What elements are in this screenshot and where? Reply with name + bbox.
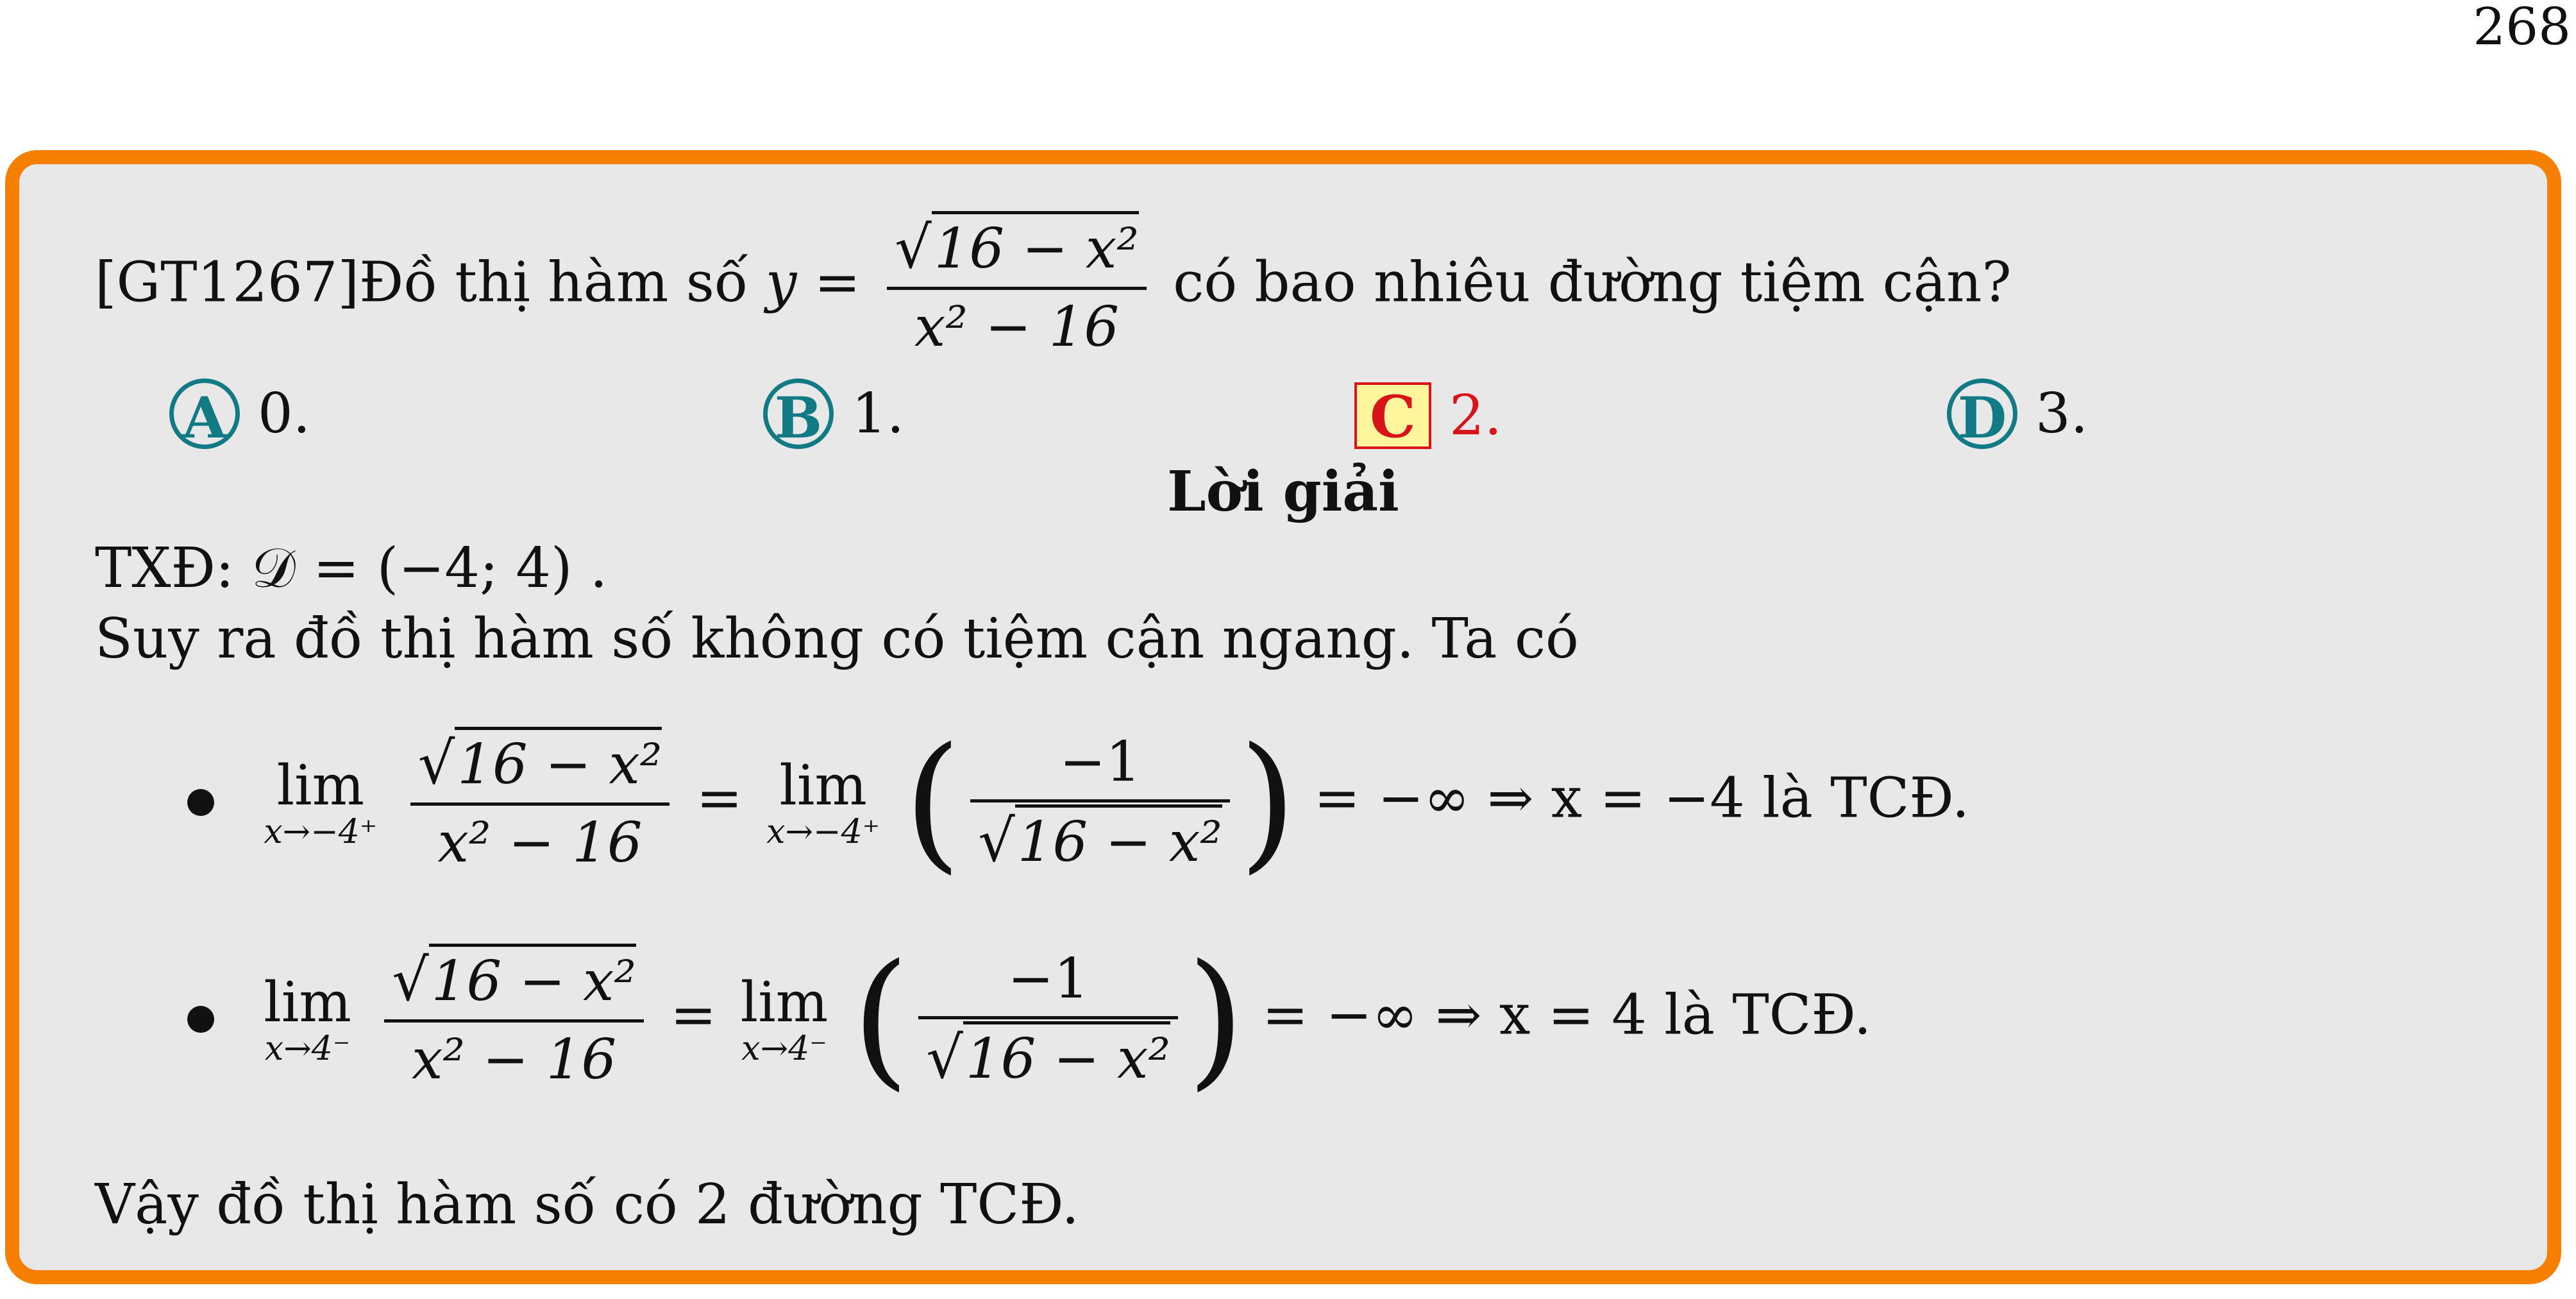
limit-operator: lim x→−4⁺ [264,754,378,851]
sqrt-radical: √16 − x² [926,1024,1170,1092]
question-prefix: Đồ thị hàm số [359,250,748,315]
question-fraction: $\frac{\text{√16 − x²}}{\text{x² − 16}}$ [887,214,1147,359]
option-c-text: 2. [1449,383,1503,448]
question-line [95,214,2012,359]
inner-fraction: $\frac{-1}{\text{√16 − x²}}$ [918,947,1178,1092]
sqrt-radical: √16 − x² [895,214,1139,282]
sqrt-radical: √16 − x² [418,730,662,797]
bullet-dot [187,1006,214,1033]
limit-result: = −∞ ⇒ x = −4 là TCĐ. [1313,766,1970,831]
option-d[interactable] [1947,377,2088,449]
equals-sign: = [670,983,717,1048]
question-y: y = [765,250,861,315]
sqrt-radical: √16 − x² [978,808,1222,875]
conclusion-line: Vậy đồ thị hàm số có 2 đường TCĐ. [95,1173,1079,1237]
domain-line: TXĐ: 𝒟 = (−4; 4) . [95,536,608,600]
limit-operator: lim x→4⁻ [740,971,829,1068]
equals-sign: = [696,766,743,831]
option-d-text: 3. [2035,381,2089,446]
option-a[interactable] [169,377,310,449]
option-a-letter: A [169,378,240,449]
limit-fraction: $\frac{\text{√16 − x²}}{\text{x² − 16}}$ [384,947,644,1092]
option-d-letter: D [1947,378,2017,449]
left-paren: ( [904,717,962,888]
limit-fraction: $\frac{\text{√16 − x²}}{\text{x² − 16}}$ [410,730,670,875]
sqrt-radical: √16 − x² [392,947,636,1014]
limit-bullet-1 [187,717,1970,888]
option-b-text: 1. [852,381,905,446]
bullet-dot [187,789,214,816]
option-a-text: 0. [258,381,311,446]
solution-title: Lời giải [1167,459,1399,524]
question-id: [GT1267] [95,250,360,315]
limit-result: = −∞ ⇒ x = 4 là TCĐ. [1262,983,1872,1048]
no-horizontal-asymptote-line: Suy ra đồ thị hàm số không có tiệm cận ngang. Ta có [95,607,1579,671]
limit-operator: lim x→4⁻ [264,971,351,1068]
right-paren: ) [1238,717,1297,888]
option-c[interactable] [1354,379,1502,449]
page-number: 268 [2473,0,2571,56]
question-suffix: có bao nhiêu đường tiệm cận? [1173,250,2012,315]
limit-operator: lim x→−4⁺ [766,754,880,851]
left-paren: ( [852,933,910,1105]
inner-fraction: $\frac{-1}{\text{√16 − x²}}$ [970,730,1230,875]
option-b-letter: B [763,378,834,449]
exercise-box [5,150,2561,1284]
option-c-letter: C [1354,382,1431,449]
right-paren: ) [1187,933,1245,1105]
limit-bullet-2 [187,933,1872,1105]
option-b[interactable] [763,377,904,449]
